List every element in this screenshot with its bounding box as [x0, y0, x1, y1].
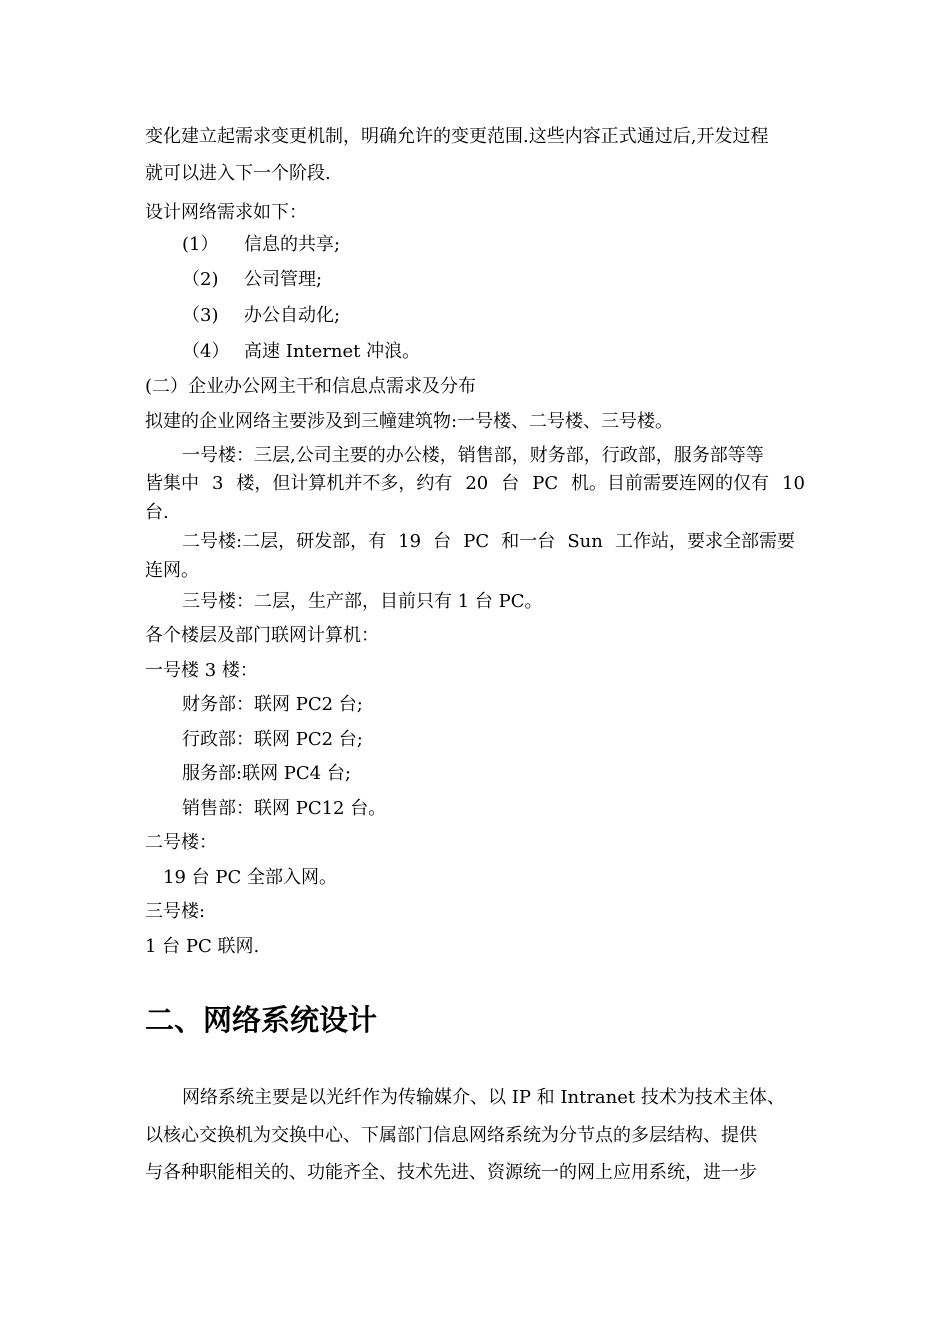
chapter-paragraph-line: 网络系统主要是以光纤作为传输媒介、以 IP 和 Intranet 技术为技术主体、	[182, 1087, 785, 1108]
list-item-number: （2)	[182, 269, 219, 290]
text-token: 10	[782, 473, 805, 494]
text-token: 工作站，要求全部需要	[614, 531, 795, 552]
list-item	[182, 304, 340, 328]
section-title: (二）企业办公网主干和信息点需求及分布	[145, 376, 477, 397]
list-item-number: （4）	[182, 341, 230, 362]
building3-detail: 1 台 PC 联网.	[145, 936, 260, 957]
text-token: 20	[465, 473, 489, 494]
building2-label: 二号楼：	[145, 832, 217, 853]
list-item-text: 高速 Internet 冲浪。	[244, 341, 421, 362]
list-item	[182, 233, 340, 257]
chapter-heading: 二、网络系统设计	[145, 1003, 378, 1037]
section-intro: 拟建的企业网络主要涉及到三幢建筑物:一号楼、二号楼、三号楼。	[145, 411, 674, 432]
text-token: 二号楼:二层，研发部，有	[182, 531, 387, 552]
text-token: 19	[398, 531, 422, 552]
text-token: 和一台	[501, 531, 556, 552]
chapter-paragraph-line: 与各种职能相关的、功能齐全、技术先进、资源统一的网上应用系统，进一步	[145, 1162, 757, 1183]
building3-label: 三号楼:	[145, 901, 206, 922]
list-item	[182, 268, 322, 292]
department-item: 服务部:联网 PC4 台;	[182, 763, 351, 784]
department-item: 财务部：联网 PC2 台;	[182, 694, 363, 715]
building2-line-justified	[182, 530, 795, 554]
text-token: 台	[501, 473, 520, 494]
text-token: 机。目前需要连网的仅有	[571, 473, 770, 494]
text-token: PC	[532, 473, 559, 494]
text-token: Sun	[567, 531, 603, 552]
department-item: 行政部：联网 PC2 台;	[182, 729, 363, 750]
list-item-number: （3)	[182, 305, 219, 326]
department-item: 销售部：联网 PC12 台。	[182, 798, 387, 819]
floors-intro: 各个楼层及部门联网计算机：	[145, 625, 379, 646]
text-token: 皆集中	[145, 473, 199, 494]
list-item-text: 办公自动化;	[244, 305, 341, 326]
text-token: 楼，但计算机并不多，约有	[236, 473, 453, 494]
chapter-paragraph-line: 以核心交换机为交换中心、下属部门信息网络系统为分节点的多层结构、提供	[145, 1125, 757, 1146]
list-item-number: (1）	[182, 234, 219, 255]
text-token: 台	[433, 531, 452, 552]
list-item	[182, 340, 420, 364]
building2-line: 连网。	[145, 560, 199, 581]
building1-floor-label: 一号楼 3 楼：	[145, 660, 258, 681]
paragraph-line: 就可以进入下一个阶段.	[145, 163, 331, 184]
building1-line: 一号楼：三层,公司主要的办公楼，销售部，财务部，行政部，服务部等等	[182, 445, 764, 466]
building2-detail: 19 台 PC 全部入网。	[163, 867, 337, 888]
text-token: 3	[211, 473, 224, 494]
building1-line: 台.	[145, 502, 169, 523]
list-item-text: 公司管理;	[244, 269, 323, 290]
list-item-text: 信息的共享;	[244, 234, 341, 255]
building3-line: 三号楼：二层，生产部，目前只有 1 台 PC。	[182, 591, 543, 612]
paragraph-line: 变化建立起需求变更机制，明确允许的变更范围.这些内容正式通过后,开发过程	[145, 126, 769, 147]
requirements-intro: 设计网络需求如下：	[145, 202, 307, 223]
building1-line-justified	[145, 472, 805, 496]
text-token: PC	[463, 531, 490, 552]
